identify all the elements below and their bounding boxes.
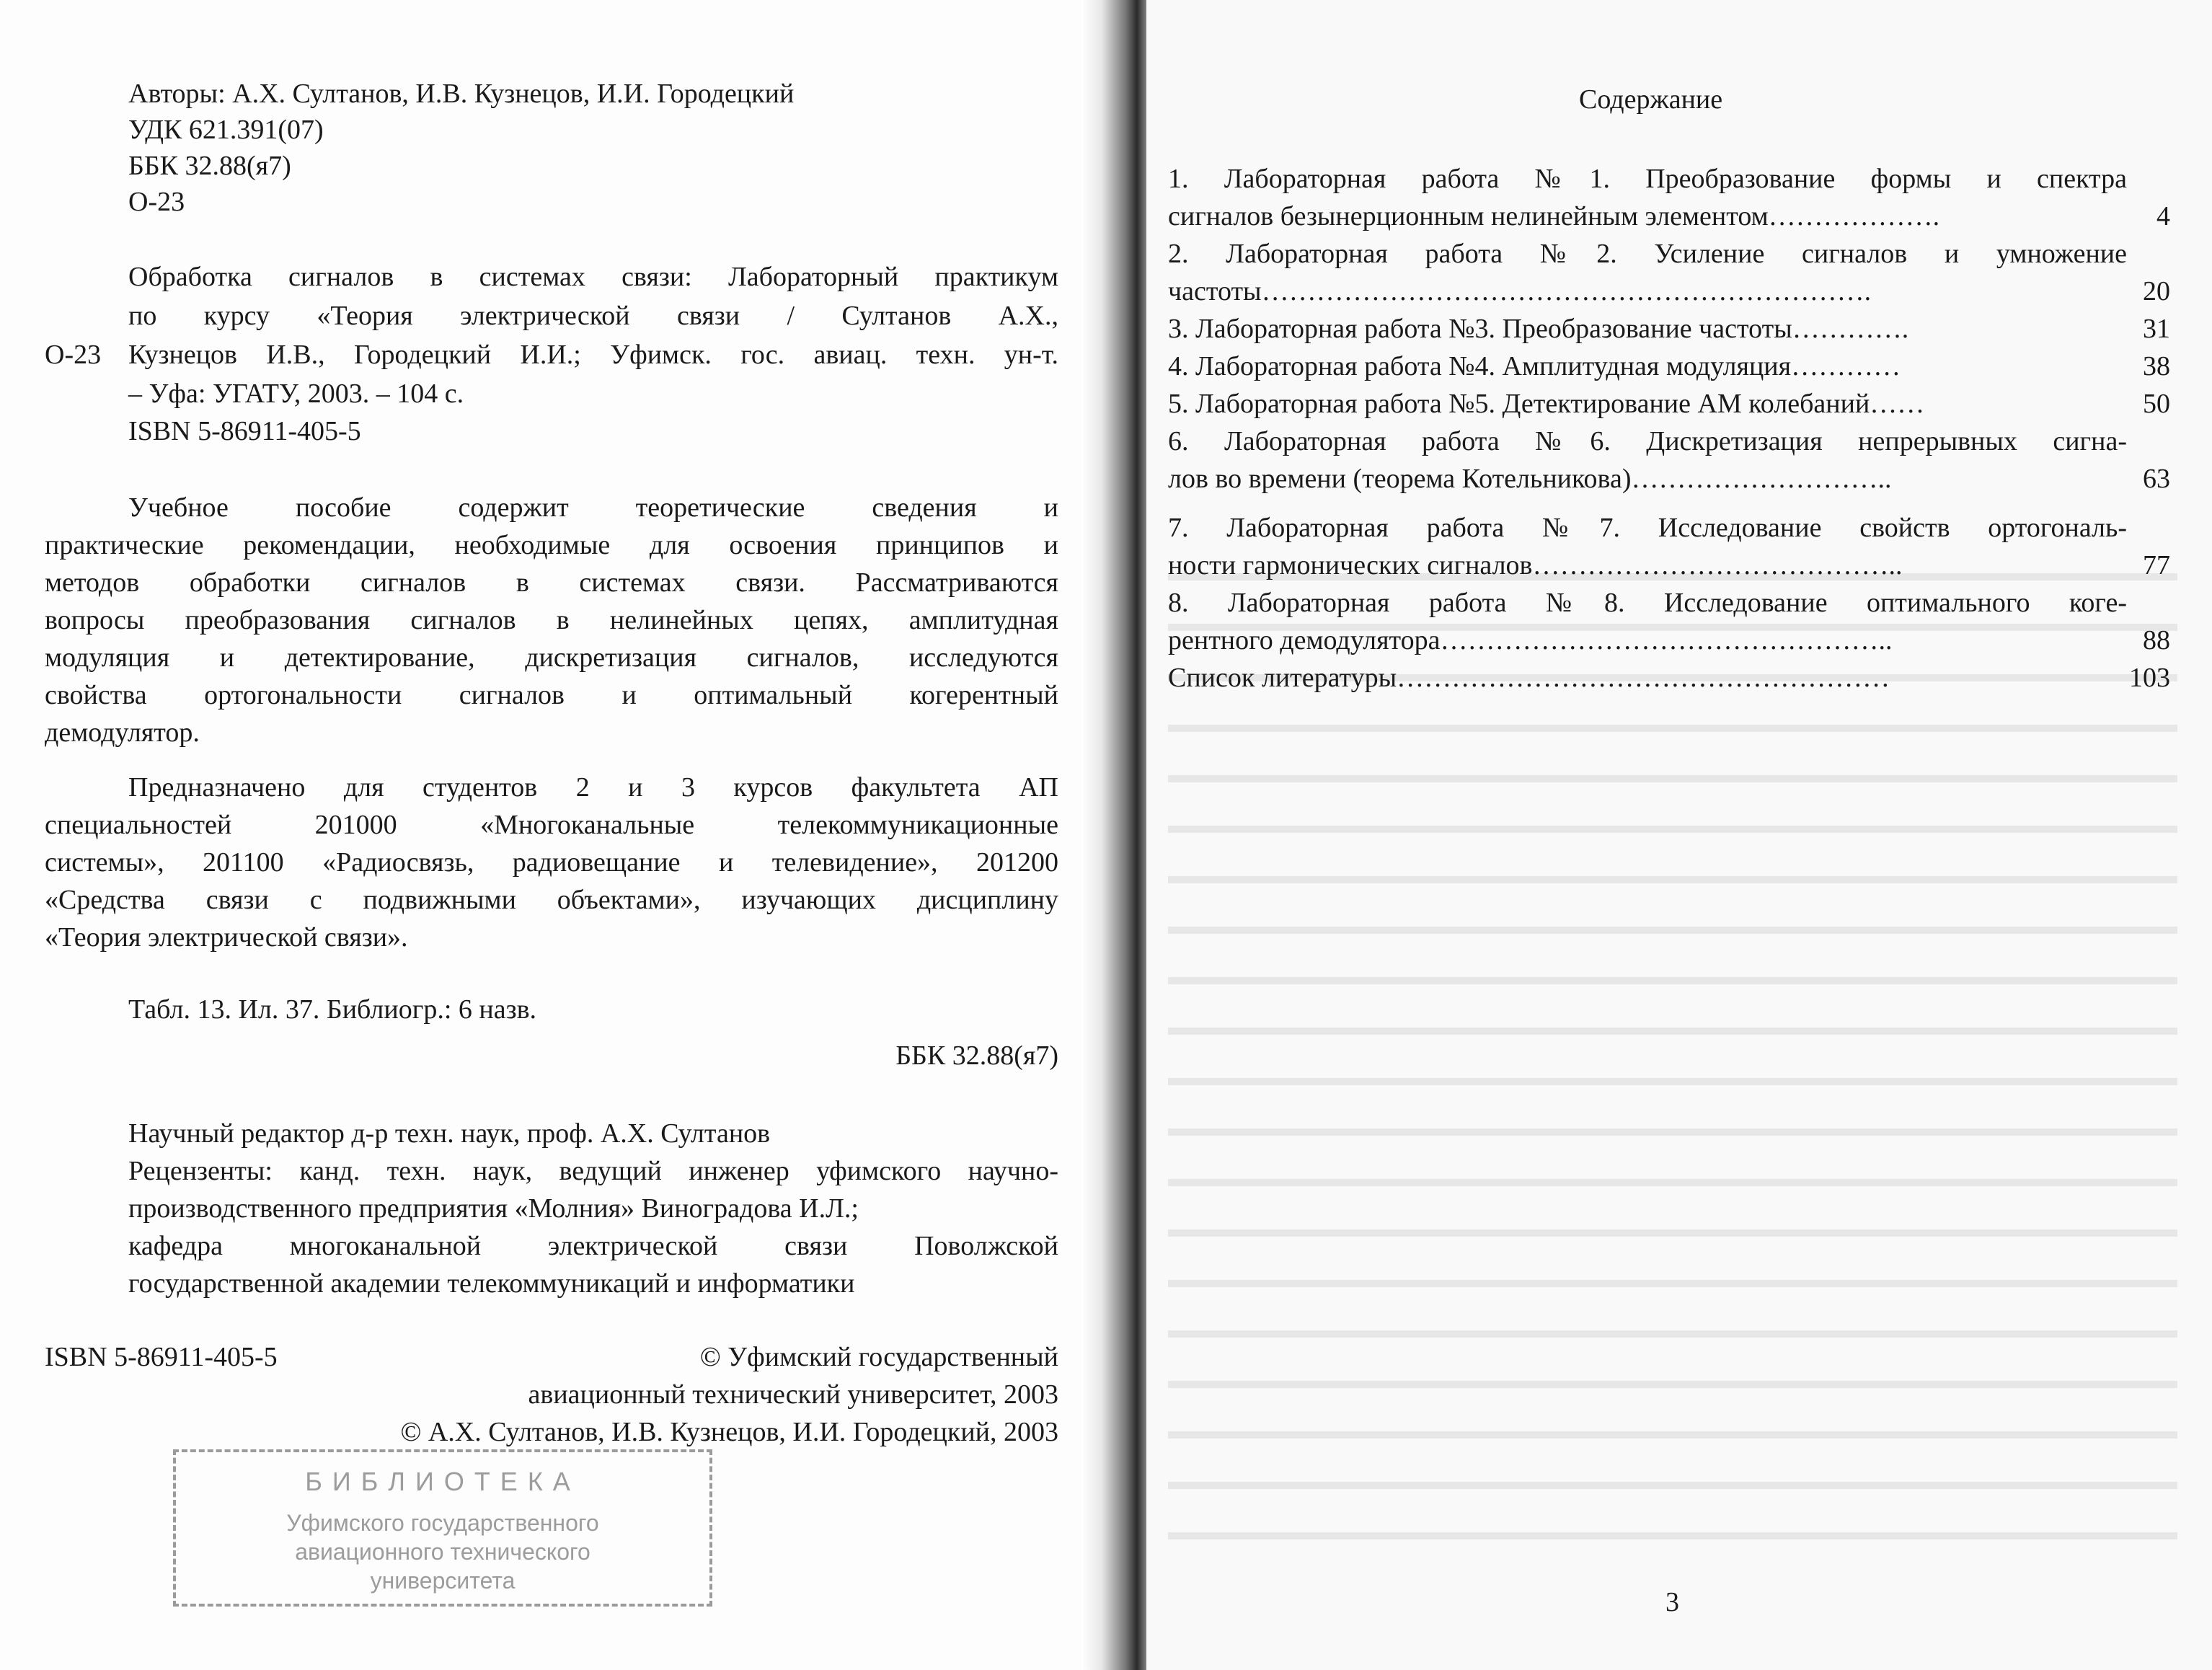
- right-page: [1146, 0, 2212, 1670]
- toc-entry-9-page: 103: [2129, 663, 2170, 693]
- toc-entry-6-page: 63: [2143, 464, 2170, 494]
- toc-entry-1-line-2: сигналов безынерционным нелинейным элементом……………….: [1168, 201, 1940, 231]
- toc-entry-2-page: 20: [2143, 276, 2170, 306]
- page-number: 3: [1665, 1587, 1679, 1617]
- toc-entry-9-line-1: Список литературы………………………………………………: [1168, 663, 1890, 693]
- toc-entry-5-line-1: 5. Лабораторная работа №5. Детектирование АМ колебаний……: [1168, 389, 1925, 419]
- stamp-line-4: университета: [370, 1568, 516, 1594]
- toc-entry-6-line-2: лов во времени (теорема Котельникова)………………………..: [1168, 464, 1892, 494]
- audience-line-1: Предназначено для студентов 2 и 3 курсов факультета АП: [128, 772, 1058, 803]
- audience-line-5: «Теория электрической связи».: [45, 922, 408, 953]
- isbn-bottom: ISBN 5-86911-405-5: [45, 1342, 278, 1372]
- bbk-line-top: ББК 32.88(я7): [128, 151, 291, 181]
- stamp-line-2: Уфимского государственного: [286, 1510, 599, 1536]
- abstract-line-3: методов обработки сигналов в системах связи. Рассматриваются: [45, 567, 1058, 598]
- reviewers-line-4: кафедра многоканальной электрической связи Поволжской: [128, 1231, 1058, 1261]
- reviewers-line-2: Рецензенты: канд. техн. наук, ведущий инженер уфимского научно-: [128, 1156, 1058, 1186]
- index-code: О-23: [128, 187, 185, 217]
- toc-entry-2-line-2: частоты………………………………………………………….: [1168, 276, 1872, 306]
- copyright-line-2: авиационный технический университет, 2003: [528, 1379, 1058, 1410]
- stamp-line-1: БИБЛИОТЕКА: [305, 1467, 580, 1496]
- toc-entry-2-line-1: 2. Лабораторная работа №2. Усиление сигналов и умножение: [1168, 239, 2127, 269]
- biblio-line-4: – Уфа: УГАТУ, 2003. – 104 с.: [128, 379, 464, 409]
- library-stamp: [173, 1449, 712, 1607]
- reviewers-line-3: производственного предприятия «Молния» Виноградова И.Л.;: [128, 1193, 859, 1224]
- reviewers-line-1: Научный редактор д-р техн. наук, проф. А.Х. Султанов: [128, 1118, 771, 1149]
- toc-entry-7-page: 77: [2143, 550, 2170, 580]
- toc-entry-4-page: 38: [2143, 351, 2170, 381]
- toc-entry-3-page: 31: [2143, 314, 2170, 344]
- reviewers-line-5: государственной академии телекоммуникаций и информатики: [128, 1268, 855, 1299]
- abstract-line-2: практические рекомендации, необходимые для освоения принципов и: [45, 530, 1058, 560]
- toc-entry-4-line-1: 4. Лабораторная работа №4. Амплитудная модуляция…………: [1168, 351, 1901, 381]
- toc-title: Содержание: [1579, 84, 1723, 115]
- toc-entry-7-line-1: 7. Лабораторная работа №7. Исследование свойств ортогональ-: [1168, 513, 2127, 543]
- toc-entry-6-line-1: 6. Лабораторная работа №6. Дискретизация непрерывных сигна-: [1168, 426, 2127, 456]
- abstract-line-5: модуляция и детектирование, дискретизация сигналов, исследуются: [45, 642, 1058, 673]
- abstract-line-6: свойства ортогональности сигналов и оптимальный когерентный: [45, 680, 1058, 710]
- toc-entry-7-line-2: ности гармонических сигналов…………………………………..: [1168, 550, 1903, 580]
- copyright-line-1: © Уфимский государственный: [699, 1342, 1058, 1372]
- toc-entry-3-line-1: 3. Лабораторная работа №3. Преобразование частоты………….: [1168, 314, 1909, 344]
- authors-line: Авторы: А.Х. Султанов, И.В. Кузнецов, И.И. Городецкий: [128, 79, 795, 109]
- bbk-line-bottom: ББК 32.88(я7): [895, 1041, 1058, 1071]
- toc-entry-8-line-2: рентного демодулятора…………………………………………..: [1168, 625, 1893, 655]
- udk-line: УДК 621.391(07): [128, 115, 324, 145]
- audience-line-4: «Средства связи с подвижными объектами», изучающих дисциплину: [45, 885, 1058, 915]
- stats-line: Табл. 13. Ил. 37. Библиогр.: 6 назв.: [128, 994, 537, 1025]
- stamp-line-3: авиационного технического: [295, 1539, 590, 1565]
- biblio-isbn: ISBN 5-86911-405-5: [128, 416, 361, 446]
- biblio-line-1: Обработка сигналов в системах связи: Лабораторный практикум: [128, 262, 1058, 292]
- abstract-line-4: вопросы преобразования сигналов в нелинейных цепях, амплитудная: [45, 605, 1058, 635]
- biblio-line-2: по курсу «Теория электрической связи / Султанов А.Х.,: [128, 301, 1058, 331]
- copyright-line-3: © А.Х. Султанов, И.В. Кузнецов, И.И. Городецкий, 2003: [400, 1417, 1058, 1447]
- toc-entry-5-page: 50: [2143, 389, 2170, 419]
- toc-entry-8-page: 88: [2143, 625, 2170, 655]
- toc-entry-1-line-1: 1. Лабораторная работа №1. Преобразование формы и спектра: [1168, 164, 2127, 194]
- abstract-line-1: Учебное пособие содержит теоретические сведения и: [128, 492, 1058, 523]
- audience-line-3: системы», 201100 «Радиосвязь, радиовещание и телевидение», 201200: [45, 847, 1058, 878]
- margin-code: О-23: [45, 340, 102, 370]
- biblio-line-3: Кузнецов И.В., Городецкий И.И.; Уфимск. гос. авиац. техн. ун-т.: [128, 340, 1058, 370]
- audience-line-2: специальностей 201000 «Многоканальные телекоммуникационные: [45, 810, 1058, 840]
- toc-entry-1-page: 4: [2156, 201, 2170, 231]
- toc-entry-8-line-1: 8. Лабораторная работа №8. Исследование оптимального коге-: [1168, 588, 2127, 618]
- abstract-line-7: демодулятор.: [45, 717, 200, 748]
